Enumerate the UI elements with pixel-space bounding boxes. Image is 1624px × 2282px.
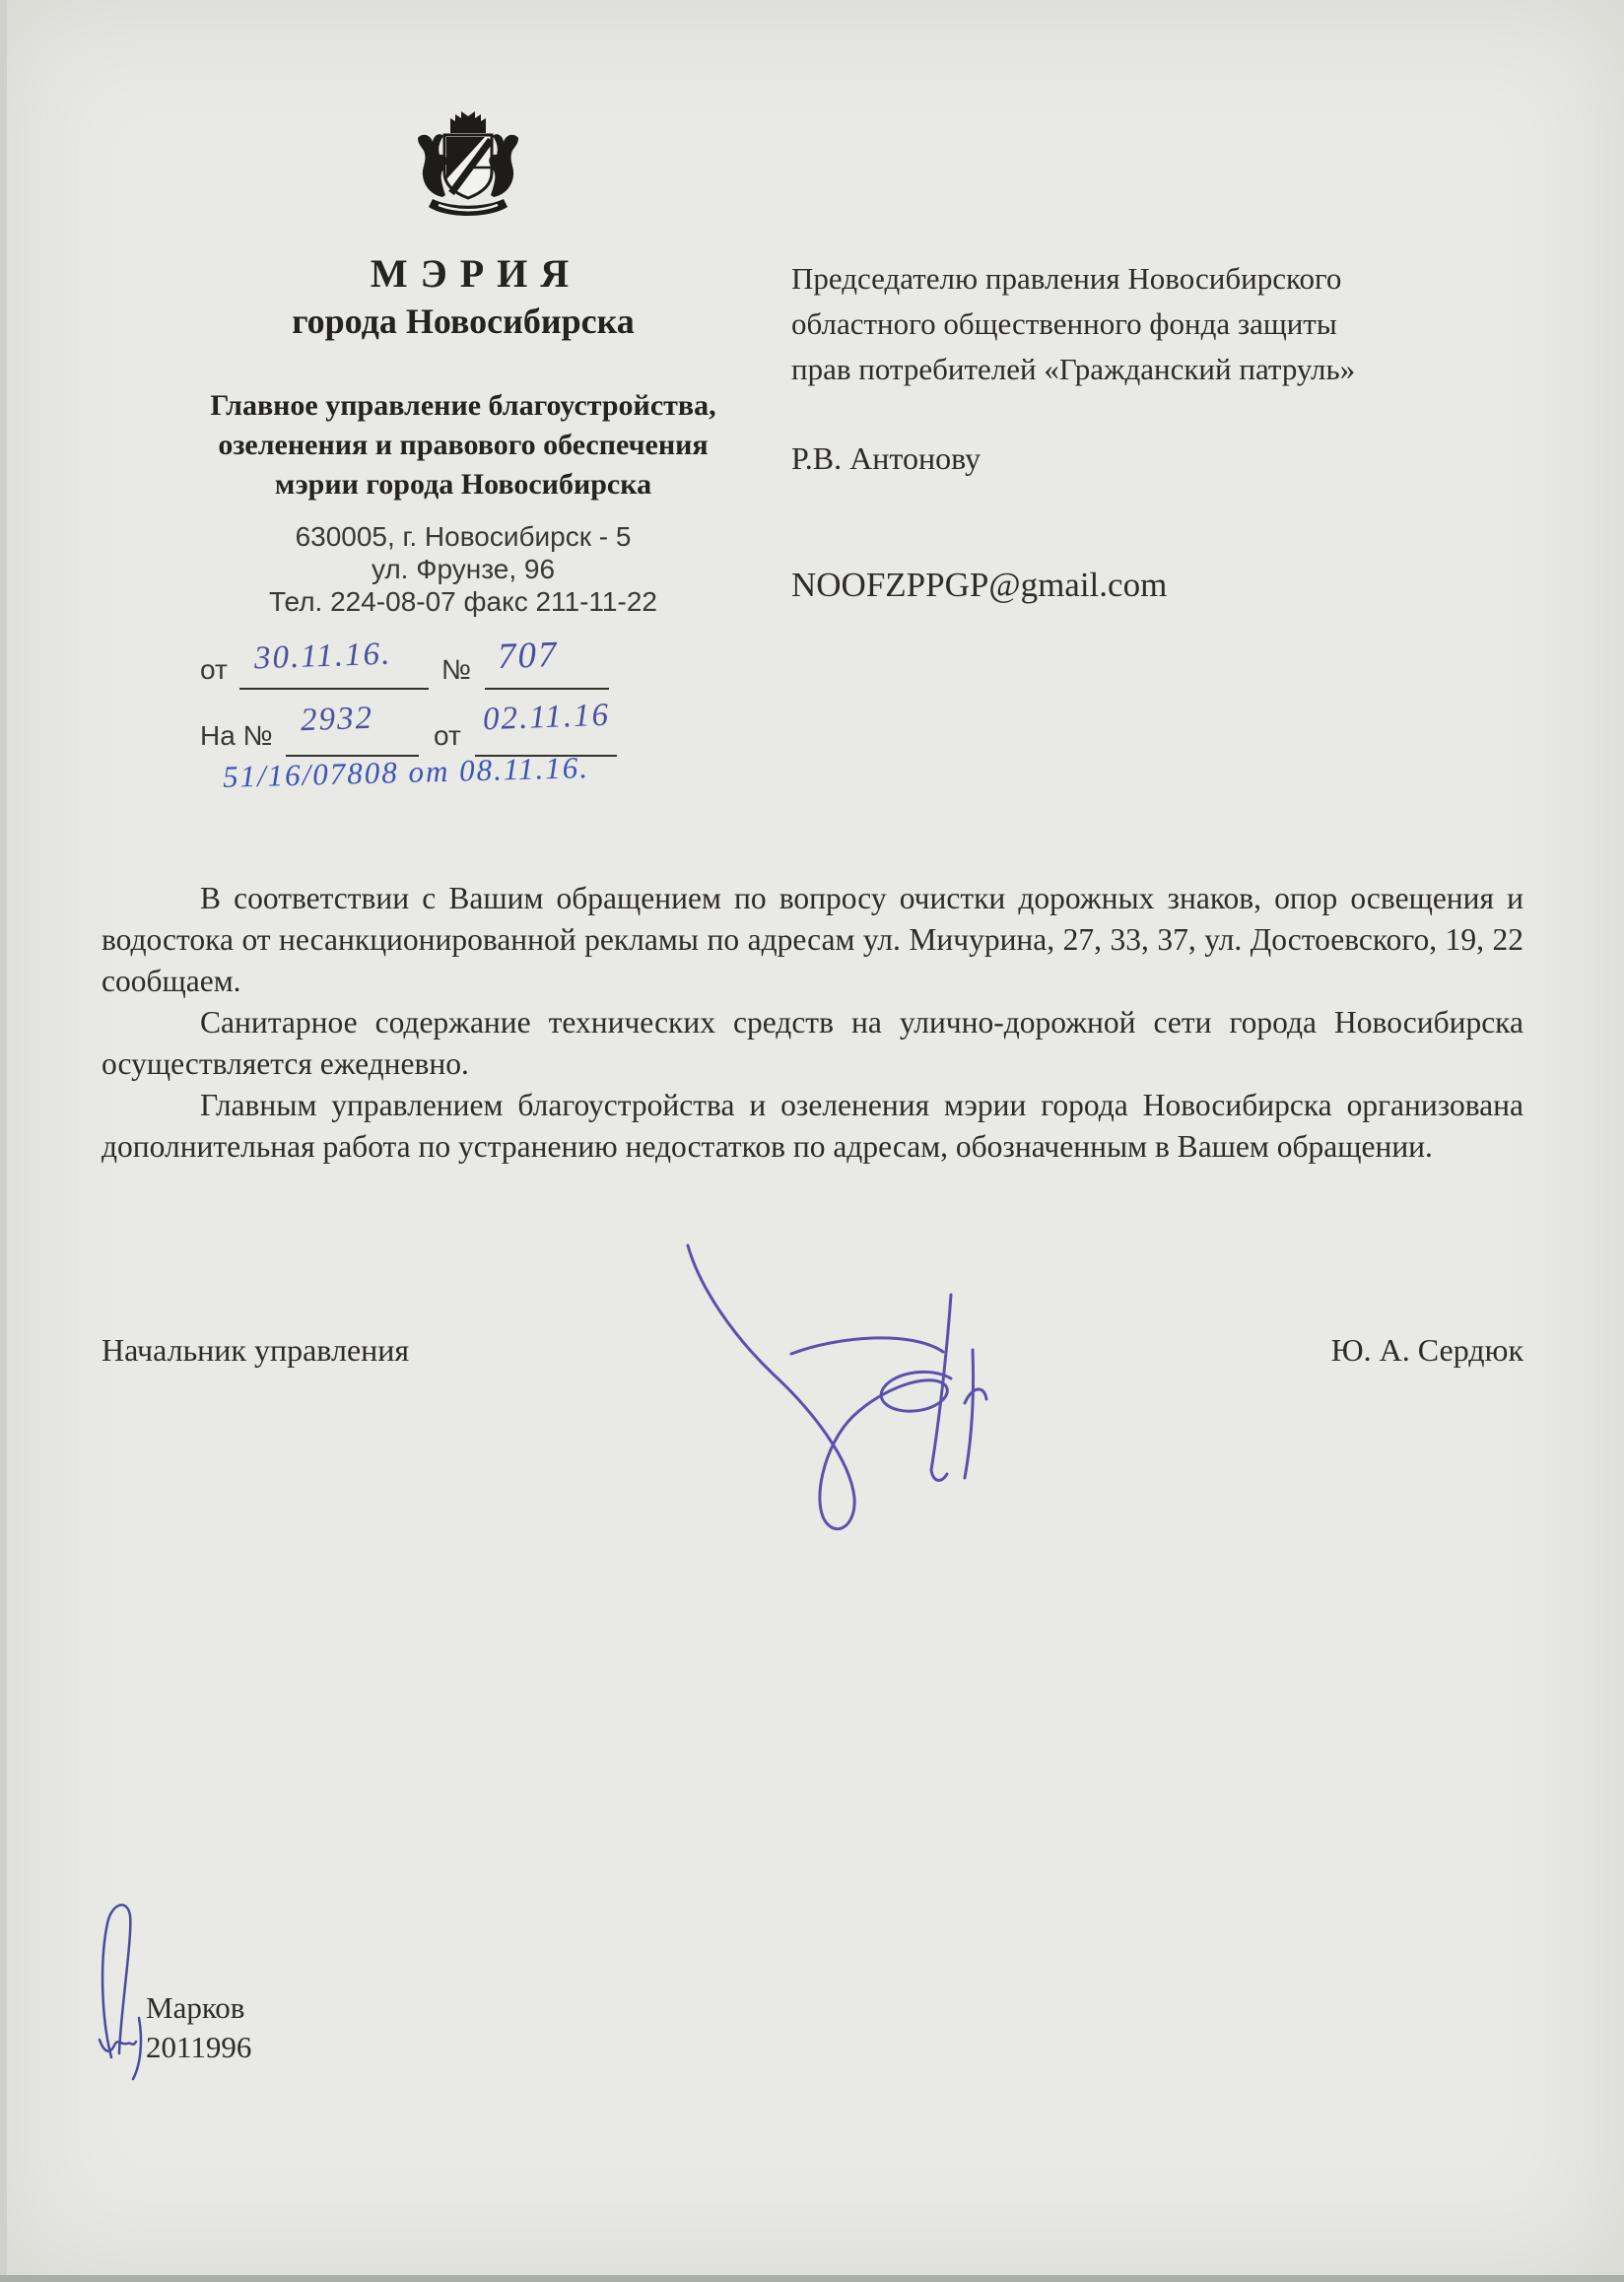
outgoing-number-handwritten: 707	[497, 634, 560, 678]
department-name	[118, 386, 808, 504]
recipient-line: Председателю правления Новосибирского	[791, 261, 1342, 296]
signer-position-title: Начальник управления	[102, 1332, 410, 1368]
signer-name: Ю. А. Сердюк	[1330, 1332, 1523, 1368]
scan-edge-left	[0, 0, 7, 2282]
outgoing-date-field-line	[239, 688, 429, 690]
executor-phone: 2011996	[146, 2030, 252, 2064]
outgoing-date-label: от	[200, 654, 228, 685]
body-paragraph: В соответствии с Вашим обращением по вопросу очистки дорожных знаков, опор освещения и водостока от несанкционированной рекламы по адресам ул. Мичурина, 27, 33, 37, ул. Достоевского, 19, 22 сообщаем.	[102, 881, 1523, 998]
scan-edge-bottom	[0, 2275, 1624, 2282]
reply-date-label: от	[434, 720, 461, 751]
executor-block	[146, 1988, 251, 2067]
address-block	[118, 520, 808, 618]
recipient-line: прав потребителей «Гражданский патруль»	[791, 352, 1356, 386]
novosibirsk-coat-of-arms-icon	[407, 108, 529, 231]
address-line: ул. Фрунзе, 96	[371, 554, 556, 584]
reply-number-handwritten: 2932	[300, 700, 374, 739]
recipient-name: Р.В. Антонову	[791, 440, 981, 476]
address-line: 630005, г. Новосибирск - 5	[295, 521, 632, 552]
department-line: мэрии города Новосибирска	[274, 468, 652, 501]
reply-date-handwritten: 02.11.16	[482, 697, 611, 738]
outgoing-number-label: №	[441, 654, 472, 685]
executor-name: Марков	[146, 1990, 245, 2025]
recipient-email: NOOFZPPGP@gmail.com	[791, 566, 1168, 604]
letter-body	[102, 878, 1523, 1168]
department-line: Главное управление благоустройства,	[210, 389, 716, 422]
body-paragraph: Санитарное содержание технических средств на улично-дорожной сети города Новосибирска осуществляется ежедневно.	[102, 1005, 1523, 1081]
org-name-line1: МЭРИЯ	[370, 251, 582, 296]
recipient-block	[791, 256, 1521, 392]
recipient-line: областного общественного фонда защиты	[791, 306, 1337, 341]
incoming-registration-annotation: 51/16/07808 от 08.11.16.	[222, 750, 590, 794]
outgoing-date-handwritten: 30.11.16.	[253, 636, 392, 677]
outgoing-number-field-line	[485, 688, 609, 690]
org-name-line2: города Новосибирска	[292, 302, 635, 341]
reply-number-label: На №	[200, 720, 273, 751]
signature-ink	[626, 1234, 1123, 1559]
department-line: озеленения и правового обеспечения	[218, 429, 709, 461]
body-paragraph: Главным управлением благоустройства и озеленения мэрии города Новосибирска организована дополнительная работа по устранению недостатков по адресам, обозначенным в Вашем обращении.	[102, 1088, 1523, 1164]
address-line: Тел. 224-08-07 факс 211-11-22	[269, 586, 657, 617]
